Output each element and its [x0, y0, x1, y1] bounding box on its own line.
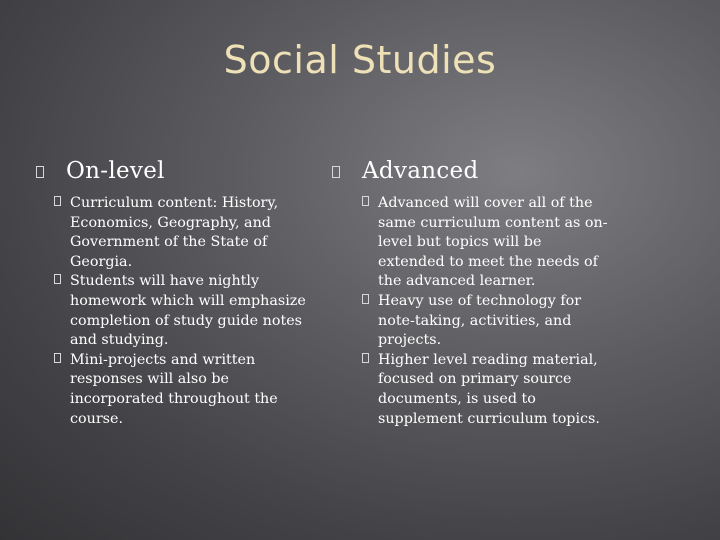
box-bullet-icon — [36, 166, 44, 178]
box-bullet-icon — [332, 166, 340, 178]
box-bullet-icon — [362, 196, 369, 206]
list-item — [362, 351, 612, 429]
list-item-text: Higher level reading material, focused on primary source documents, is used to supplement curriculum topics. — [378, 351, 600, 427]
box-bullet-icon — [54, 274, 61, 284]
column-heading: Advanced — [362, 158, 479, 184]
list-item-text: Students will have nightly homework which will emphasize completion of study guide notes and studying. — [70, 273, 306, 349]
box-bullet-icon — [54, 353, 61, 363]
list-item-text: Advanced will cover all of the same curriculum content as on-level but topics will be extended to meet the needs of the advanced learner. — [378, 195, 608, 290]
list-item — [362, 194, 612, 292]
slide-title: Social Studies — [223, 38, 497, 82]
bullet-list — [54, 194, 326, 429]
list-item-text: Mini-projects and written responses will also be incorporated throughout the course. — [70, 351, 278, 427]
list-item — [54, 351, 326, 429]
column-heading-row — [332, 158, 612, 184]
column-heading: On-level — [66, 158, 165, 184]
box-bullet-icon — [362, 353, 369, 363]
column-heading-row — [36, 158, 326, 184]
box-bullet-icon — [362, 294, 369, 304]
list-item — [54, 272, 326, 350]
column-advanced — [332, 158, 612, 429]
bullet-list — [362, 194, 612, 429]
list-item — [54, 194, 326, 272]
column-on-level — [36, 158, 326, 429]
box-bullet-icon — [54, 196, 61, 206]
list-item-text: Curriculum content: History, Economics, Geography, and Government of the State of Georgia. — [70, 195, 279, 270]
list-item-text: Heavy use of technology for note-taking, activities, and projects. — [378, 292, 582, 349]
list-item — [362, 292, 612, 351]
